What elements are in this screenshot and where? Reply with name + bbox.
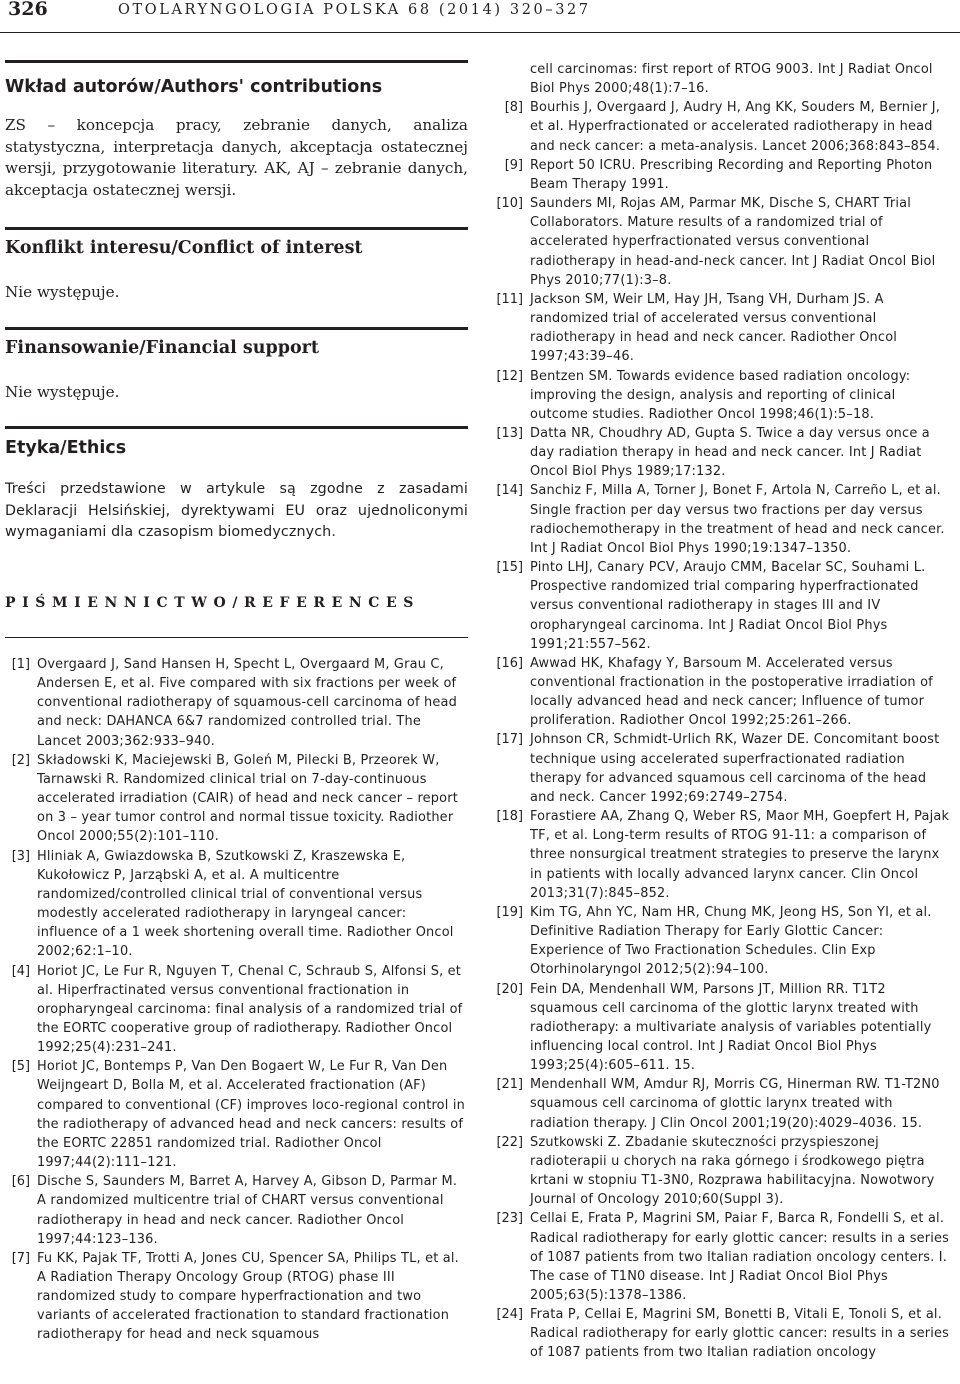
reference-text: Report 50 ICRU. Prescribing Recording and Reporting Photon Beam Therapy 1991. bbox=[530, 157, 933, 192]
reference-number: [17] bbox=[496, 732, 523, 748]
reference-number: [3] bbox=[11, 848, 30, 864]
reference-item bbox=[496, 558, 951, 654]
reference-text: Szutkowski Z. Zbadanie skuteczności przyspieszonej radioterapii u chorych na raka górnego i środkowego piętra krtani w stopniu T1-3N0, Rozprawa habilitacyjna. Nowotwory Journal of Oncology 2010;60(Suppl 3). bbox=[530, 1134, 935, 1208]
reference-item bbox=[496, 156, 951, 194]
reference-text: Saunders MI, Rojas AM, Parmar MK, Dische S, CHART Trial Collaborators. Mature results of a randomized trial of accelerated hyperfractionated versus conventional radiotherapy in head-and-neck cancer. Int J Radiat Oncol Biol Phys 2010;77(1):3–8. bbox=[530, 196, 936, 288]
reference-item bbox=[496, 980, 951, 1076]
reference-number: [12] bbox=[496, 368, 523, 384]
right-column bbox=[496, 60, 951, 1363]
reference-item bbox=[496, 290, 951, 367]
reference-item bbox=[496, 194, 951, 290]
ethics-heading: Etyka/Ethics bbox=[5, 438, 127, 458]
reference-item bbox=[496, 98, 951, 155]
reference-number: [2] bbox=[11, 752, 30, 768]
reference-text: Awwad HK, Khafagy Y, Barsoum M. Accelerated versus conventional fractionation in the postoperative irradiation of locally advanced head and neck cancer; Influence of tumor proliferation. Radiother Oncol 1992;25:261–266. bbox=[530, 655, 933, 729]
reference-text: Horiot JC, Bontemps P, Van Den Bogaert W, Le Fur R, Van Den Weijngeart D, Bolla M, et al. Accelerated fractionation (AF) compared to conventional (CF) improves loco-regional control in the radiotherapy of advanced head and neck cancers: results of the EORTC 22851 randomized trial. Radiother Oncol 1997;44(2):111–121. bbox=[37, 1059, 466, 1171]
funding-heading: Finansowanie/Financial support bbox=[5, 337, 319, 358]
journal-title: OTOLARYNGOLOGIA POLSKA 68 (2014) 320–327 bbox=[118, 2, 591, 18]
reference-text: Jackson SM, Weir LM, Hay JH, Tsang VH, Durham JS. A randomized trial of accelerated versus conventional radiotherapy in head and neck cancer. Radiother Oncol 1997;43:39–46. bbox=[530, 291, 898, 365]
reference-number: [18] bbox=[496, 809, 523, 825]
reference-item bbox=[5, 962, 468, 1058]
reference-text: Mendenhall WM, Amdur RJ, Morris CG, Hinerman RW. T1-T2N0 squamous cell carcinoma of glottic larynx treated with radiation therapy. J Clin Oncol 2001;19(20):4029–4036. 15. bbox=[530, 1077, 940, 1131]
reference-item bbox=[496, 1209, 951, 1305]
reference-text: Johnson CR, Schmidt-Urlich RK, Wazer DE. Concomitant boost technique using accelerated superfractionated radiation therapy for advanced squamous cell carcinoma of the head and neck. Cancer 1992;69:2749–2754. bbox=[530, 732, 940, 805]
reference-number: [13] bbox=[496, 425, 523, 441]
header-rule bbox=[0, 32, 960, 33]
reference-number: [4] bbox=[11, 963, 30, 979]
reference-item bbox=[496, 367, 951, 424]
reference-item bbox=[496, 807, 951, 903]
references-rule bbox=[5, 637, 468, 639]
page-header bbox=[0, 0, 960, 30]
reference-text: Hliniak A, Gwiazdowska B, Szutkowski Z, Kraszewska E, Kukołowicz P, Jarząbski A, et al. A multicentre randomized/controlled clinical trial of conventional versus modestly accelerated radiotherapy in laryngeal cancer: influence of a 1 week shortening overall time. Radiother Oncol 2002;62:1–10. bbox=[37, 848, 454, 960]
reference-text: Sanchiz F, Milla A, Torner J, Bonet F, Artola N, Carreño L, et al. Single fraction per day versus two fractions per day versus radiochemotherapy in the treatment of head and neck cancer. Int J Radiat Oncol Biol Phys 1990;19:1347–1350. bbox=[530, 483, 945, 556]
reference-number: [23] bbox=[496, 1211, 523, 1227]
reference-number: [6] bbox=[11, 1174, 30, 1190]
reference-item bbox=[496, 1133, 951, 1210]
reference-item bbox=[5, 655, 468, 751]
reference-text: Horiot JC, Le Fur R, Nguyen T, Chenal C, Schraub S, Alfonsi S, et al. Hiperfractinated versus conventional fractionation in oropharyngeal carcinoma: final analysis of a randomized trial of the EORTC cooperative group of radiotherapy. Radiother Oncol 1992;25(4):231–241. bbox=[37, 963, 463, 1056]
left-reference-list bbox=[5, 655, 468, 1345]
reference-item bbox=[5, 847, 468, 962]
reference-text: Pinto LHJ, Canary PCV, Araujo CMM, Bacelar SC, Souhami L. Prospective randomized trial comparing hyperfractionated versus conventional radiotherapy in stages III and IV oropharyngeal carcinoma. Int J Radiat Oncol Biol Phys 1991;21:557–562. bbox=[530, 560, 926, 652]
reference-text: Frata P, Cellai E, Magrini SM, Bonetti B, Vitali E, Tonoli S, et al. Radical radiotherapy for early glottic cancer: results in a series of 1087 patients from two Italian radiation oncology bbox=[530, 1307, 950, 1361]
reference-number: [10] bbox=[496, 196, 523, 212]
reference-text: Dische S, Saunders M, Barret A, Harvey A, Gibson D, Parmar M. A randomized multicentre trial of CHART versus conventional radiotherapy in head and neck cancer. Radiother Oncol 1997;44:123–136. bbox=[37, 1174, 458, 1247]
reference-item bbox=[5, 751, 468, 847]
reference-text: cell carcinomas: first report of RTOG 9003. Int J Radiat Oncol Biol Phys 2000;48(1):7–16. bbox=[530, 62, 933, 97]
ethics-text: Treści przedstawione w artykule są zgodne z zasadami Deklaracji Helsińskiej, dyrektywami EU oraz ujednoliconymi wymaganiami dla czasopism biomedycznych. bbox=[5, 481, 468, 540]
reference-number: [8] bbox=[504, 100, 523, 116]
reference-number: [9] bbox=[504, 157, 523, 173]
conflict-heading: Konflikt interesu/Conflict of interest bbox=[5, 238, 363, 258]
contributions-text: ZS – koncepcja pracy, zebranie danych, analiza statystyczna, interpretacja danych, akceptacja ostatecznej wersji, przygotowanie literatury. AK, AJ – zebranie danych, akceptacja ostatecznej wersji. bbox=[5, 116, 468, 199]
reference-number: [20] bbox=[496, 981, 523, 997]
reference-number: [11] bbox=[496, 291, 523, 307]
reference-text: Fu KK, Pajak TF, Trotti A, Jones CU, Spencer SA, Philips TL, et al. A Radiation Therapy Oncology Group (RTOG) phase III randomized study to compare hyperfractionation and two variants of accelerated fractionation to standard fractionation radiotherapy for head and neck squamous bbox=[37, 1250, 459, 1343]
section-rule bbox=[5, 426, 468, 429]
reference-text: Fein DA, Mendenhall WM, Parsons JT, Million RR. T1T2 squamous cell carcinoma of the glottic larynx treated with radiotherapy: a multivariate analysis of variables potentially influencing local control. Int J Radiat Oncol Biol Phys 1993;25(4):605–611. 15. bbox=[530, 981, 932, 1074]
reference-number: [19] bbox=[496, 904, 523, 920]
reference-text: Cellai E, Frata P, Magrini SM, Paiar F, Barca R, Fondelli S, et al. Radical radiotherapy for early glottic cancer: results in a series of 1087 patients from two Italian radiation oncology centers. I. The case of T1N0 disease. Int J Radiat Oncol Biol Phys 2005;63(5):1378–1386. bbox=[530, 1211, 950, 1303]
reference-item bbox=[496, 654, 951, 731]
reference-text: Forastiere AA, Zhang Q, Weber RS, Maor MH, Goepfert H, Pajak TF, et al. Long-term results of RTOG 91-11: a comparison of three nonsurgical treatment strategies to preserve the larynx in patients with locally advanced larynx cancer. Clin Oncol 2013;31(7):845–852. bbox=[530, 809, 950, 901]
reference-number: [16] bbox=[496, 655, 523, 671]
funding-text: Nie występuje. bbox=[5, 382, 120, 401]
reference-number: [1] bbox=[11, 657, 30, 672]
reference-item bbox=[496, 903, 951, 980]
reference-number: [24] bbox=[496, 1307, 523, 1323]
reference-text: Bourhis J, Overgaard J, Audry H, Ang KK, Souders M, Bernier J, et al. Hyperfractionated or accelerated radiotherapy in head and neck cancer: a meta-analysis. Lancet 2006;368:843–854. bbox=[530, 100, 941, 154]
reference-continuation bbox=[496, 60, 951, 98]
reference-number: [15] bbox=[496, 560, 523, 576]
reference-text: Kim TG, Ahn YC, Nam HR, Chung MK, Jeong HS, Son YI, et al. Definitive Radiation Therapy for Early Glottic Cancer: Experience of Two Fractionation Schedules. Clin Exp Otorhinolaryngol 2012;5(2):94–100. bbox=[530, 904, 932, 978]
reference-item bbox=[496, 481, 951, 558]
reference-item bbox=[496, 1075, 951, 1132]
reference-item bbox=[5, 1057, 468, 1172]
reference-number: [14] bbox=[496, 483, 523, 499]
references-heading: PIŚMIENNICTWO/REFERENCES bbox=[5, 594, 420, 611]
reference-text: Datta NR, Choudhry AD, Gupta S. Twice a day versus once a day radiation therapy in head and neck cancer. Int J Radiat Oncol Biol Phys 1989;17:132. bbox=[530, 425, 930, 480]
reference-number: [7] bbox=[11, 1250, 30, 1266]
conflict-text: Nie występuje. bbox=[5, 283, 120, 301]
reference-item bbox=[5, 1249, 468, 1345]
section-rule bbox=[5, 60, 468, 63]
reference-text: Overgaard J, Sand Hansen H, Specht L, Overgaard M, Grau C, Andersen E, et al. Five compared with six fractions per week of conventional radiotherapy of squamous-cell carcinoma of head and neck: DAHANCA 6&7 randomized controlled trial. The Lancet 2003;362:933–940. bbox=[37, 657, 457, 749]
reference-item bbox=[496, 424, 951, 481]
reference-text: Składowski K, Maciejewski B, Goleń M, Pilecki B, Przeorek W, Tarnawski R. Randomized clinical trial on 7-day-continuous accelerated irradiation (CAIR) of head and neck cancer – report on 3 – year tumor control and normal tissue toxicity. Radiother Oncol 2000;55(2):101–110. bbox=[37, 752, 459, 845]
reference-item bbox=[496, 730, 951, 807]
reference-number: [5] bbox=[11, 1059, 30, 1075]
contributions-heading: Wkład autorów/Authors' contributions bbox=[5, 77, 383, 97]
reference-number: [21] bbox=[496, 1077, 523, 1093]
reference-number: [22] bbox=[496, 1134, 523, 1150]
reference-item bbox=[496, 1305, 951, 1362]
section-rule bbox=[5, 327, 468, 330]
page-number: 326 bbox=[8, 0, 48, 20]
section-rule bbox=[5, 227, 468, 230]
reference-text: Bentzen SM. Towards evidence based radiation oncology: improving the design, analysis and reporting of clinical outcome studies. Radiother Oncol 1998;46(1):5–18. bbox=[530, 368, 911, 422]
reference-item bbox=[5, 1172, 468, 1249]
left-column bbox=[5, 60, 468, 1345]
